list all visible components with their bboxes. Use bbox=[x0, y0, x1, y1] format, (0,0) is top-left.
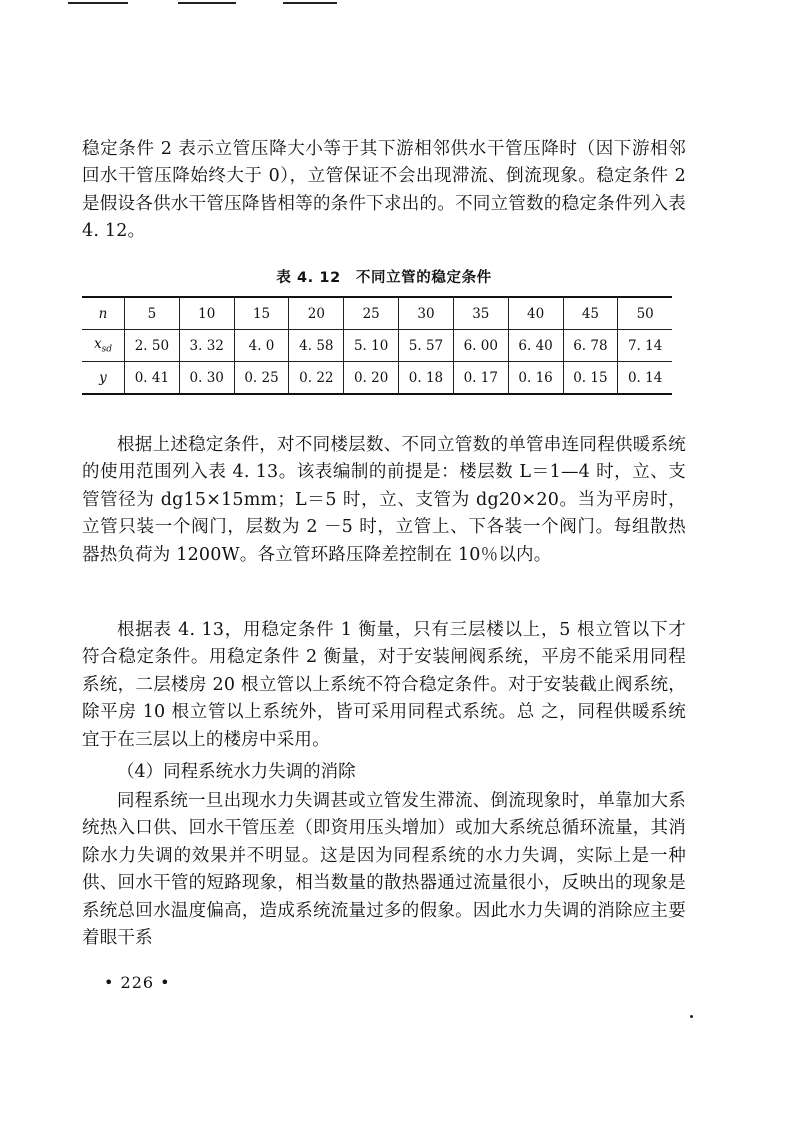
page-number: • 226 • bbox=[104, 973, 171, 992]
table-cell: 6. 40 bbox=[508, 330, 563, 362]
table-cell: 0. 30 bbox=[179, 362, 234, 395]
table-cell: 0. 16 bbox=[508, 362, 563, 395]
paragraph-evaluation: 根据表 4. 13，用稳定条件 1 衡量，只有三层楼以上，5 根立管以下才符合稳定条件。用稳定条件 2 衡量，对于安装闸阀系统，平房不能采用同程系统，二层楼房 20 根立管以上系统不符合稳定条件。对于安装截止阀系统，除平房 10 根立管以上系统外，皆可采用同程式系统。总 之，同程供暖系统宜于在三层以上的楼房中采用。 bbox=[82, 620, 686, 750]
table-cell: 3. 32 bbox=[179, 330, 234, 362]
table-cell: 7. 14 bbox=[618, 330, 672, 362]
table-cell: 0. 14 bbox=[618, 362, 672, 395]
table-cell: 35 bbox=[453, 297, 508, 330]
table-caption: 表 4. 12 不同立管的稳定条件 bbox=[276, 270, 492, 286]
table-cell: 5 bbox=[125, 297, 180, 330]
table-cell: 4. 58 bbox=[289, 330, 344, 362]
table-row-xsd bbox=[82, 330, 672, 362]
top-rule bbox=[178, 2, 236, 4]
table-cell: 6. 78 bbox=[563, 330, 618, 362]
row-label-y: y bbox=[82, 362, 125, 395]
table-cell: 30 bbox=[399, 297, 454, 330]
table-cell: 40 bbox=[508, 297, 563, 330]
scan-speck bbox=[690, 1015, 693, 1018]
paragraph-usage-range: 根据上述稳定条件，对不同楼层数、不同立管数的单管串连同程供暖系统的使用范围列入表 4. 13。该表编制的前提是：楼层数 L＝1—4 时，立、支管管径为 dg15×15mm；L＝5 时，立、支管为 dg20×20。当为平房时，立管只装一个阀门，层数为 2 －5 时，立管上、下各装一个阀门。每组散热器热负荷为 1200W。各立管环路压降差控制在 10％以内。 bbox=[82, 435, 686, 565]
table-cell: 25 bbox=[344, 297, 399, 330]
top-rule bbox=[68, 2, 128, 4]
table-cell: 45 bbox=[563, 297, 618, 330]
table-cell: 10 bbox=[179, 297, 234, 330]
section-heading: （4）同程系统水力失调的消除 bbox=[117, 762, 356, 782]
table-cell: 5. 10 bbox=[344, 330, 399, 362]
table-cell: 20 bbox=[289, 297, 344, 330]
paragraph-stability-condition-2: 稳定条件 2 表示立管压降大小等于其下游相邻供水干管压降时（因下游相邻回水干管压降始终大于 0），立管保证不会出现滞流、倒流现象。稳定条件 2 是假设各供水干管压降皆相等的条件下求出的。不同立管数的稳定条件列入表 4. 12。 bbox=[82, 139, 686, 242]
row-label-n: n bbox=[98, 305, 108, 322]
table-row-y bbox=[82, 362, 672, 395]
table-cell: 0. 20 bbox=[344, 362, 399, 395]
table-cell: 0. 22 bbox=[289, 362, 344, 395]
table-cell: 0. 18 bbox=[399, 362, 454, 395]
table-cell: 0. 17 bbox=[453, 362, 508, 395]
table-cell: 15 bbox=[234, 297, 289, 330]
table-cell: 0. 25 bbox=[234, 362, 289, 395]
row-label-xsd: $x_{sd}$ bbox=[82, 330, 125, 362]
table-cell: 0. 41 bbox=[125, 362, 180, 395]
table-cell: 2. 50 bbox=[125, 330, 180, 362]
table-cell: 5. 57 bbox=[399, 330, 454, 362]
top-rule bbox=[283, 2, 337, 4]
paragraph-hydraulic-imbalance: 同程系统一旦出现水力失调甚或立管发生滞流、倒流现象时，单靠加大系统热入口供、回水干管压差（即资用压头增加）或加大系统总循环流量，其消除水力失调的效果并不明显。这是因为同程系统的水力失调，实际上是一种供、回水干管的短路现象，相当数量的散热器通过流量很小，反映出的现象是系统总回水温度偏高，造成系统流量过多的假象。因此水力失调的消除应主要着眼干系 bbox=[82, 791, 686, 949]
table-cell: 6. 00 bbox=[453, 330, 508, 362]
stability-table bbox=[82, 296, 672, 395]
table-row-n bbox=[82, 297, 672, 330]
table-cell: 4. 0 bbox=[234, 330, 289, 362]
table-cell: 50 bbox=[618, 297, 672, 330]
table-cell: 0. 15 bbox=[563, 362, 618, 395]
